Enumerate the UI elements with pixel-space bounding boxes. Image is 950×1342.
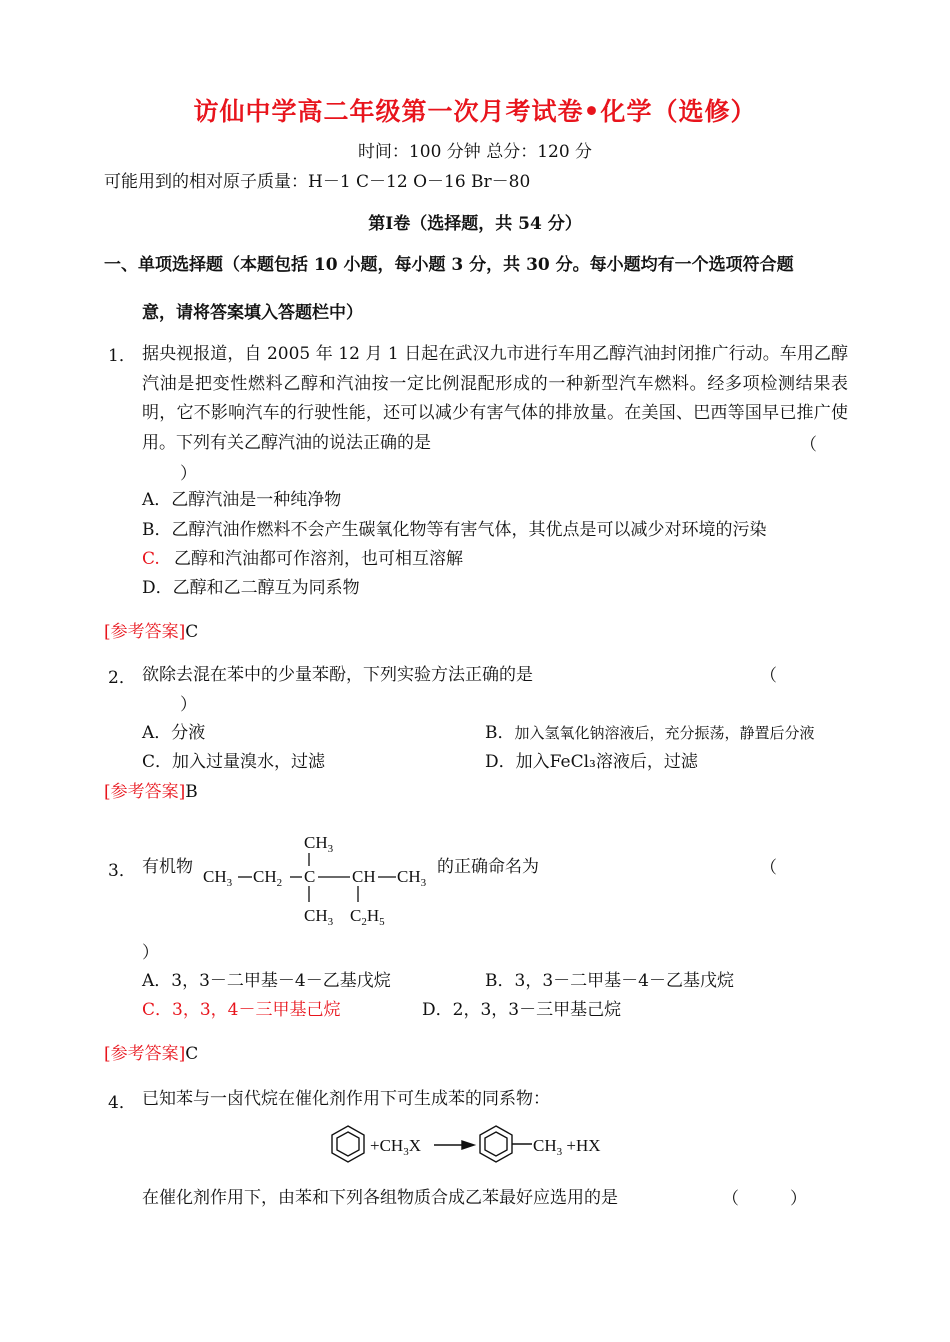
q3-structural-formula	[200, 826, 436, 930]
part-title-line1: 一、单项选择题（本题包括 10 小题，每小题 3 分，共 30 分。每小题均有一个选项符合题	[104, 255, 794, 275]
option-letter: B．	[485, 971, 515, 991]
q1-option-c	[142, 545, 463, 573]
svg-text:CH3: $CH_3$	[304, 833, 334, 855]
q1-number: 1．	[108, 346, 136, 366]
svg-text:CH3: $CH_3$	[304, 906, 334, 928]
option-text: 乙醇汽油作燃料不会产生碳氧化物等有害气体，其优点是可以减少对环境的污染	[171, 520, 767, 540]
q1-option-b	[142, 516, 767, 544]
q4-stem: 已知苯与一卤代烷在催化剂作用下可生成苯的同系物：	[142, 1089, 550, 1109]
option-letter: D．	[485, 752, 516, 772]
svg-text:+CH3X: $+CH_3X$	[370, 1136, 421, 1158]
option-text: 加入FeCl₃溶液后，过滤	[515, 752, 698, 772]
q1-option-a	[142, 486, 341, 514]
option-text: 2，3，3－三甲基己烷	[452, 1000, 622, 1020]
atomic-masses: 可能用到的相对原子质量：H－1 C－12 O－16 Br－80	[104, 172, 531, 192]
option-letter: A．	[142, 723, 172, 743]
option-letter: C．	[142, 752, 173, 772]
q4-answer-paren-open: （	[722, 1189, 739, 1209]
q1-answer-paren-close: ）	[180, 464, 197, 484]
q2-option-a	[142, 719, 205, 747]
option-letter: C．	[142, 1000, 173, 1020]
q3-stem-after: 的正确命名为	[437, 857, 539, 877]
q3-number: 3．	[108, 861, 136, 881]
option-text: 加入过量溴水，过滤	[172, 752, 326, 772]
q1-option-d	[142, 574, 360, 602]
option-text: 乙醇和汽油都可作溶剂，也可相互溶解	[174, 549, 463, 569]
q3-reference-answer	[104, 1040, 198, 1068]
option-letter: B．	[142, 520, 172, 540]
option-text: 加入氢氧化钠溶液后，充分振荡，静置后分液	[514, 724, 815, 742]
q2-number: 2．	[108, 668, 136, 688]
option-text: 乙醇和乙二醇互为同系物	[172, 578, 360, 598]
option-text: 3，3，4－三甲基己烷	[172, 1000, 341, 1020]
option-text: 3，3－二甲基－4－乙基戊烷	[514, 971, 734, 991]
svg-text:C2H5: $C_2H_5$	[350, 906, 385, 928]
answer-label: [参考答案]	[104, 622, 186, 642]
q4-reaction-equation	[328, 1122, 628, 1168]
svg-text:CH3 +HX: $CH_3 +HX$	[533, 1136, 601, 1158]
q1-answer-paren-open: （	[800, 435, 817, 455]
q1-reference-answer	[104, 618, 198, 646]
exam-title: 访仙中学高二年级第一次月考试卷•化学（选修）	[193, 97, 757, 126]
q3-option-b	[485, 967, 734, 995]
option-letter: D．	[142, 578, 173, 598]
q2-option-d	[485, 748, 698, 776]
q3-option-c	[142, 996, 340, 1024]
option-letter: A．	[142, 490, 172, 510]
q4-answer-paren-close: ）	[790, 1189, 807, 1209]
q2-stem: 欲除去混在苯中的少量苯酚，下列实验方法正确的是	[142, 665, 533, 685]
answer-value: B	[185, 782, 198, 802]
option-text: 乙醇汽油是一种纯净物	[171, 490, 342, 510]
answer-value: C	[185, 622, 199, 642]
q2-option-c	[142, 748, 325, 776]
part-title-line2: 意，请将答案填入答题栏中）	[142, 303, 363, 323]
q3-stem-before: 有机物	[142, 857, 193, 877]
option-letter: C.	[142, 549, 160, 569]
q3-answer-paren-open: （	[760, 858, 777, 878]
q3-option-d	[422, 996, 621, 1024]
svg-text:CH3: $CH_3$	[397, 867, 427, 889]
q2-answer-paren-close: ）	[180, 695, 197, 715]
option-text: 分液	[171, 723, 206, 743]
q4-question: 在催化剂作用下，由苯和下列各组物质合成乙苯最好应选用的是	[142, 1188, 618, 1208]
option-letter: D．	[422, 1000, 453, 1020]
svg-text:CH: CH	[352, 867, 376, 886]
option-letter: A．	[142, 971, 172, 991]
q3-answer-paren-close: ）	[142, 943, 159, 963]
q2-reference-answer	[104, 778, 198, 806]
q4-number: 4．	[108, 1093, 136, 1113]
option-text: 3，3－二甲基－4－乙基戊烷	[171, 971, 391, 991]
svg-text:CH3: $CH_3$	[203, 867, 233, 889]
q1-stem: 据央视报道，自 2005 年 12 月 1 日起在武汉九市进行车用乙醇汽油封闭推广行动。车用乙醇汽油是把变性燃料乙醇和汽油按一定比例混配形成的一种新型汽车燃料。经多项检测结果表明，它不影响汽车的行驶性能，还可以减少有害气体的排放量。在美国、巴西等国早已推广使用。下列有关乙醇汽油的说法正确的是	[142, 344, 848, 453]
svg-text:CH2: $CH_2$	[253, 867, 283, 889]
time-and-score: 时间：100 分钟 总分：120 分	[357, 142, 593, 162]
q2-answer-paren-open: （	[760, 666, 777, 686]
q2-option-b	[485, 719, 815, 747]
answer-label: [参考答案]	[104, 1044, 186, 1064]
option-letter: B．	[485, 723, 515, 743]
q3-option-a	[142, 967, 391, 995]
svg-text:C: C	[304, 867, 316, 886]
section-heading: 第Ⅰ卷（选择题，共 54 分）	[368, 214, 582, 234]
answer-label: [参考答案]	[104, 782, 186, 802]
answer-value: C	[185, 1044, 199, 1064]
